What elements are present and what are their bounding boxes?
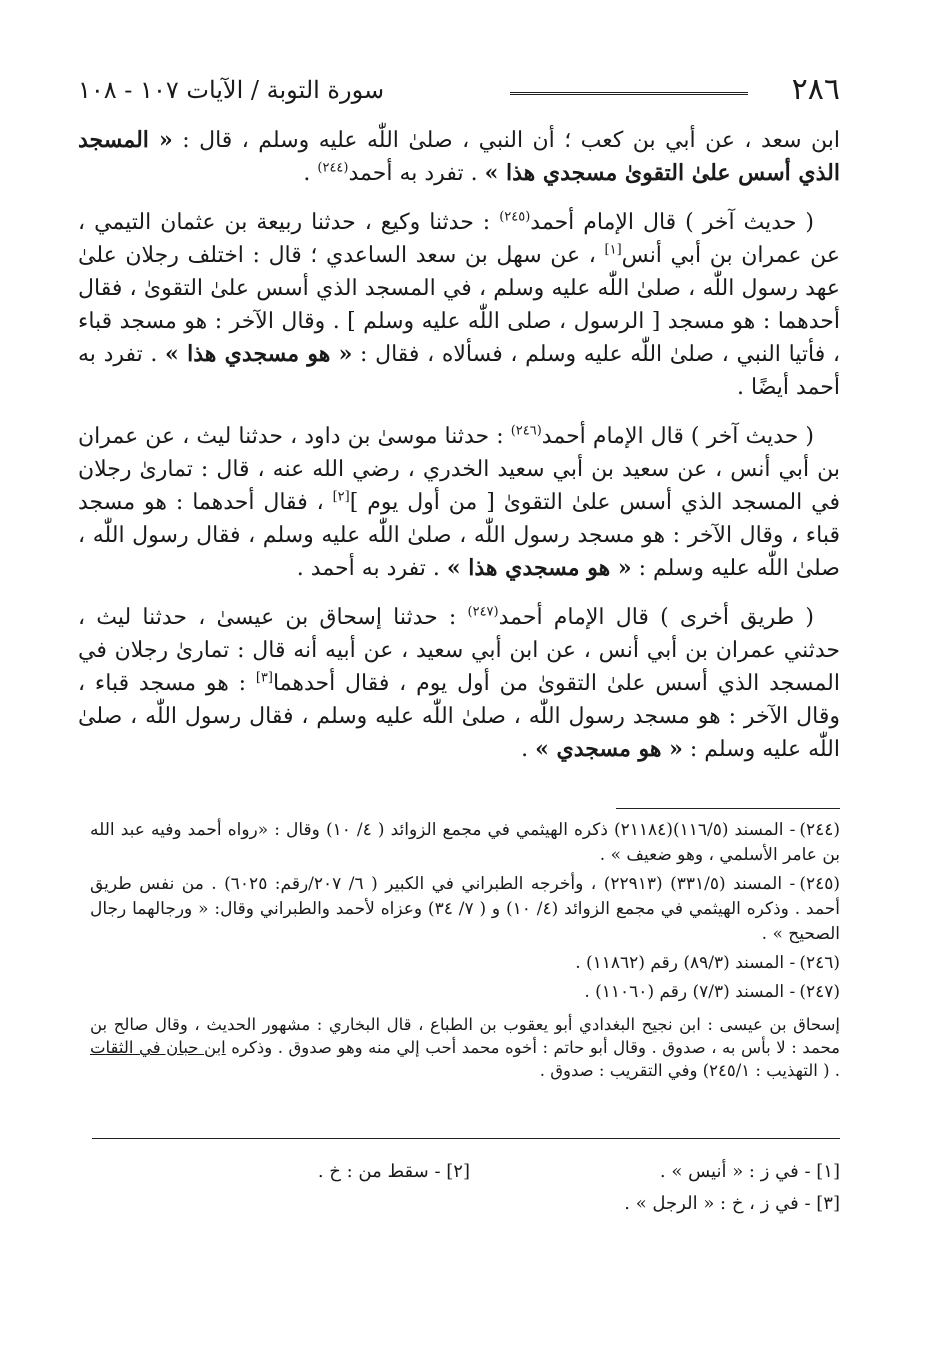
manuscript-variants: [100, 1156, 840, 1220]
footnote-ref-244: (٢٤٤): [317, 160, 349, 176]
quote-2: « هو مسجدي هذا »: [165, 341, 353, 367]
footnote-ref-246: (٢٤٦): [510, 423, 542, 439]
quote-3: « هو مسجدي هذا »: [446, 555, 632, 581]
quote-4: « هو مسجدي »: [535, 736, 683, 762]
running-head: سورة التوبة / الآيات ١٠٧ - ١٠٨: [78, 76, 385, 104]
variant-ref-1: [١]: [604, 242, 622, 258]
footnote-ref-247: (٢٤٧): [467, 604, 499, 620]
variants-separator: [92, 1138, 840, 1139]
narrator-biography: إسحاق بن عيسى : ابن نجيح البغدادي أبو يعقوب بن الطباع ، قال البخاري : مشهور الحديث ، وقال صالح بن محمد : لا بأس به ، صدوق . وقال أبو حاتم : أخوه محمد أحب إلي منه وهو صدوق . وذكره ابن حبان في الثقات . ( التهذيب : ٢٤٥/١) وفي التقريب : صدوق .: [90, 1015, 840, 1080]
variant-ref-2: [٢]: [332, 489, 350, 505]
header-rule: [510, 92, 748, 95]
paragraph-4: ( طريق أخرى ) قال الإمام أحمد$^{(٢٤٧)}$ : حدثنا إسحاق بن عيسىٰ ، حدثنا ليث ، حدثني عمران بن أبي أنس ، عن ابن أبي سعيد ، عن أبيه أنه قال : تمارىٰ رجلان في المسجد الذي أسس علىٰ التقوىٰ من أول يوم ، فقال أحدهما[٣] : هو مسجد قباء ، وقال الآخر : هو مسجد رسول اللّٰه ، صلىٰ اللّٰه عليه وسلم ، فقال رسول اللّٰه ، صلىٰ اللّٰه عليه وسلم : « هو مسجدي » .: [78, 604, 841, 762]
footnote-245: (٢٤٥)- المسند (٣٣١/٥) (٢٢٩١٣) ، وأخرجه الطبراني في الكبير ( ٦/ ٢٠٧/رقم: ٦٠٢٥) . من نفس طريق أحمد . وذكره الهيثمي في مجمع الزوائد (٤/ ١٠) و ( ٧/ ٣٤) وعزاه لأحمد والطبراني وقال: « ورجالهما رجال الصحيح » .: [90, 874, 840, 944]
variant-1: [١] - في ز : « أنيس » .: [659, 1161, 840, 1182]
variant-ref-3: [٣]: [255, 670, 273, 686]
footnote-ref-245: (٢٤٥): [499, 209, 531, 225]
quote-1: « المسجد الذي أسس علىٰ التقوىٰ مسجدي هذا »: [78, 127, 840, 186]
main-text: [78, 124, 840, 782]
footnote-246: (٢٤٦)- المسند (٨٩/٣) رقم (١١٨٦٢) .: [575, 953, 840, 973]
paragraph-1: ابن سعد ، عن أبي بن كعب ؛ أن النبي ، صلىٰ اللّٰه عليه وسلم ، قال : « المسجد الذي أسس علىٰ التقوىٰ مسجدي هذا » . تفرد به أحمد$^{(٢٤٤)}$ .: [78, 127, 840, 186]
variant-2: [٢] - سقط من : خ .: [317, 1161, 470, 1182]
footnotes: [90, 818, 840, 1086]
footnote-244: (٢٤٤)- المسند (١١٦/٥)(٢١١٨٤) ذكره الهيثمي في مجمع الزوائد ( ٤/ ١٠) وقال : «رواه أحمد وفيه عبد الله بن عامر الأسلمي ، وهو ضعيف » .: [90, 820, 840, 865]
paragraph-2: ( حديث آخر ) قال الإمام أحمد$^{(٢٤٥)}$ : حدثنا وكيع ، حدثنا ربيعة بن عثمان التيمي ، عن عمران بن أبي أنس[١] ، عن سهل بن سعد الساعدي ؛ قال : اختلف رجلان علىٰ عهد رسول اللّٰه ، صلىٰ اللّٰه عليه وسلم ، في المسجد الذي أسس علىٰ التقوىٰ ، فقال أحدهما : هو مسجد [ الرسول ، صلى اللّٰه عليه وسلم ] . وقال الآخر : هو مسجد قباء ، فأتيا النبي ، صلىٰ اللّٰه عليه وسلم ، فسألاه ، فقال : « هو مسجدي هذا » . تفرد به أحمد أيضًا .: [78, 209, 840, 400]
footnote-separator: [616, 808, 840, 809]
page-header: [78, 70, 840, 110]
variant-3: [٣] - في ز ، خ : « الرجل » .: [624, 1193, 840, 1214]
footnote-247: (٢٤٧)- المسند (٧/٣) رقم (١١٠٦٠) .: [584, 982, 840, 1002]
page-number: ٢٨٦: [791, 72, 840, 107]
paragraph-3: ( حديث آخر ) قال الإمام أحمد$^{(٢٤٦)}$ : حدثنا موسىٰ بن داود ، حدثنا ليث ، عن عمران بن أبي أنس ، عن سعيد بن أبي سعيد الخدري ، رضي الله عنه ، قال : تمارىٰ رجلان في المسجد الذي أسس علىٰ التقوىٰ [ من أول يوم ][٢] ، فقال أحدهما : هو مسجد قباء ، وقال الآخر : هو مسجد رسول اللّٰه ، صلىٰ اللّٰه عليه وسلم ، فقال رسول اللّٰه ، صلىٰ اللّٰه عليه وسلم : « هو مسجدي هذا » . تفرد به أحمد .: [78, 423, 840, 581]
